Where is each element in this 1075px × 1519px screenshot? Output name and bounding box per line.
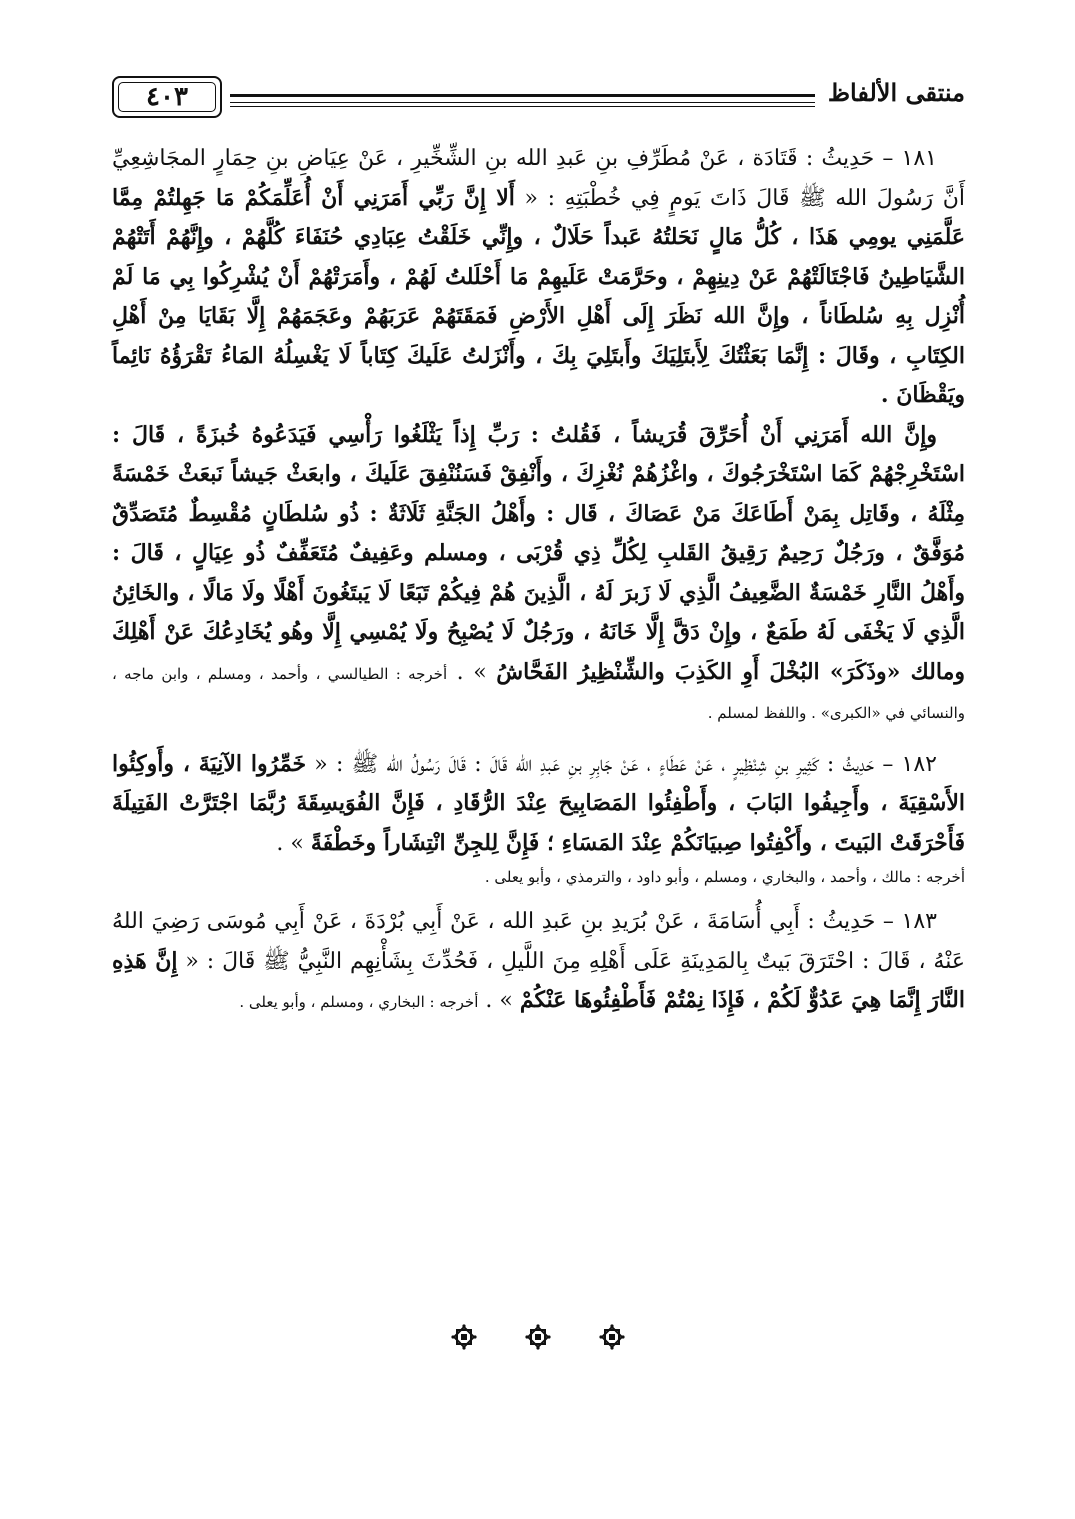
source-citation: أخرجه : البخاري ، ومسلم ، وأبو يعلى . <box>239 993 479 1011</box>
ornament-icon <box>599 1324 625 1350</box>
hadith-matn: وإِنَّ الله أَمَرَنِي أَنْ أُحَرِّقَ قُرَيشاً ، فَقُلتُ : رَبِّ إِذاً يَثْلَغُوا رَأْسِي فَيَدَعُوهُ خُبزَةً ، قَالَ : اسْتَخْرِجْهُمْ كَمَا اسْتَخْرَجُوكَ ، واغْزُهُمْ نُغْزِكَ ، وأَنْفِقْ فَسَنُنْفِقَ عَلَيكَ ، وابعَثْ جَيشاً نَبعَثْ خَمْسَةً مِثْلَهُ ، وقَاتِل بِمَنْ أَطَاعَكَ مَنْ عَصَاكَ ، قَال : وأَهْلُ الجَنَّةِ ثَلَاثَةٌ : ذُو سُلطَانٍ مُقْسِطٌ مُتَصَدِّقٌ مُوَفَّقٌ ، ورَجُلٌ رَحِيمٌ رَقِيقُ القَلبِ لِكُلِّ ذِي قُرْبَى ، ومسلم وعَفِيفٌ مُتَعَفِّفٌ ذُو عِيَالٍ ، قَالَ : وأَهْلُ النَّارِ خَمْسَةٌ الضَّعِيفُ الَّذِي لَا زَبرَ لَهُ ، الَّذِينَ هُمْ فِيكُمْ تَبَعًا لَا يَبتَغُونَ أَهْلًا ولَا مَالًا ، والخَائِنُ الَّذِي لَا يَخْفَى لَهُ طَمَعٌ ، وإِنْ دَقَّ إِلَّا خَانَهُ ، ورَجُلٌ لَا يُصْبِحُ ولَا يُمْسِي إِلَّا وهُو يُخَادِعُكَ عَنْ أَهْلِكَ ومالك «وذَكَرَ» البُخْلَ أَوِ الكَذِبَ والشِّنْظِيرُ الفَحَّاشُ <box>112 421 965 685</box>
hadith-isnad: ١٨١ – حَدِيثُ : قَتَادَة ، عَنْ مُطَرِّفِ بنِ عَبدِ الله بنِ الشِّخِّيرِ ، عَنْ عِيَاضِ بنِ حِمَارٍ المجَاشِعِيِّ أَنَّ رَسُولَ الله ﷺ قَالَ ذَاتَ يَومٍ فِي خُطْبَتِهِ : « <box>112 146 966 211</box>
hadith-isnad: » . <box>478 988 520 1013</box>
ornament-icon <box>525 1324 551 1350</box>
page-number-frame <box>112 76 222 118</box>
hadith-paragraph <box>112 140 965 416</box>
book-title: منتقى الألفاظ <box>827 78 965 107</box>
hadith-paragraph <box>112 416 965 733</box>
header-rule-thin <box>230 106 815 107</box>
source-citation: أخرجه : مالك ، وأحمد ، والبخاري ، ومسلم ، وأبو داود ، والترمذي ، وأبو يعلى . <box>484 868 965 886</box>
hadith-matn: إِنَّ هَذِهِ النَّارَ إِنَّمَا هِيَ عَدُوٌّ لَكُمْ ، فَإِذَا نِمْتُمْ فَأَطْفِئُوهَا عَنْكُمْ <box>112 947 965 1013</box>
hadith-isnad: ١٨٣ – حَدِيثُ : أَبِي أُسَامَةَ ، عَنْ بُرَيدِ بنِ عَبدِ الله ، عَنْ أَبِي بُرْدَةَ ، عَنْ أَبِي مُوسَى رَضِيَ اللهُ عَنْهُ ، قَالَ : احْتَرَقَ بَيتٌ بِالمَدِينَةِ عَلَى أَهْلِهِ مِنَ اللَّيلِ ، فَحُدِّثَ بِشَأْنِهِم النَّبِيُّ ﷺ قَالَ : « <box>112 909 965 974</box>
source-citation: أخرجه : الطيالسي ، وأحمد ، ومسلم ، وابن ماجه ، والنسائي في «الكبرى» . واللفظ لمسلم . <box>112 664 965 722</box>
page-header <box>112 72 965 128</box>
hadith-isnad: » . <box>447 659 497 685</box>
hadith-paragraph <box>112 903 965 1022</box>
page-body <box>112 140 965 1034</box>
hadith-block <box>112 903 965 1022</box>
hadith-matn: أَلا إِنَّ رَبِّي أَمَرَنِي أَنْ أُعَلِّمَكُمْ مَا جَهِلتُمْ مِمَّا عَلَّمَنِي يومِي هَذَا ، كُلُّ مَالٍ نَحَلتُهُ عَبداً حَلَالٌ ، وإِنِّي خَلَقْتُ عِبَادِي حُنَفَاءَ كُلَّهُمْ ، وإِنَّهُمْ أَتَتْهُمْ الشَّيَاطِينُ فَاجْتَالَتْهُمْ عَنْ دِينِهِمْ ، وحَرَّمَتْ عَلَيهِمْ مَا أَحْلَلتُ لَهُمْ ، وأَمَرَتْهُمْ أَنْ يُشْرِكُوا بِي مَا لَمْ أُنْزِل بِهِ سُلطَاناً ، وإِنَّ الله نَظَرَ إِلَى أَهْلِ الأَرْضِ فَمَقَتَهُمْ عَرَبَهُمْ وعَجَمَهُمْ إِلَّا بَقَايَا مِنْ أَهْلِ الكِتَابِ ، وقَالَ : إِنَّمَا بَعَثْتُكَ لِأَبتَلِيَكَ وأَبتَلِيَ بِكَ ، وأَنْزَلتُ عَلَيكَ كِتَاباً لَا يَغْسِلُهُ المَاءُ تَقْرَؤُهُ نَائِماً ويَقْظَانَ . <box>112 184 965 408</box>
hadith-matn: خَمِّرُوا الآنِيَةَ ، وأَوكِئُوا الأَسْقِيَةَ ، وأَجِيفُوا البَابَ ، وأَطْفِئُوا المَصَابِيحَ عِنْدَ الرُّقَادِ ، فَإِنَّ الفُوَيسِقَةَ رُبَّمَا اجْتَرَّتْ الفَتِيلَةَ فَأَحْرَقَتْ البَيتَ ، وأَكْفِتُوا صِبيَانَكُمْ عِنْدَ المَسَاءِ ؛ فَإِنَّ لِلجِنِّ انْتِشَاراً وخَطْفَةً <box>112 750 965 856</box>
page-number: ٤٠٣ <box>146 82 188 112</box>
header-rule <box>230 94 815 103</box>
hadith-isnad: » . <box>276 830 311 856</box>
hadith-paragraph <box>112 745 965 864</box>
hadith-isnad: ١٨٢ – حَدِيثُ : كَثِيرِ بنِ شِنْظِيرٍ ، عَنْ عَطَاءٍ ، عَنْ جَابِرِ بنِ عَبدِ الله قَالَ : قَالَ رَسُولُ الله ﷺ : « <box>306 751 937 777</box>
ornament-icon <box>451 1324 477 1350</box>
hadith-block <box>112 140 965 733</box>
hadith-block <box>112 745 965 892</box>
section-separator <box>0 1324 1075 1350</box>
